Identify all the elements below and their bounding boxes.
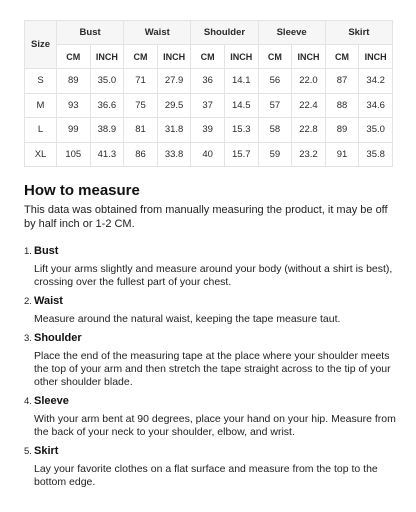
- step-description: With your arm bent at 90 degrees, place your hand on your hip. Measure from the back of your neck to your shoulder, elbow, and wrist.: [34, 413, 396, 438]
- measurement-cell: 22.0: [292, 69, 326, 94]
- measurement-cell: 57: [258, 93, 292, 118]
- step-number: 1.: [24, 246, 32, 257]
- measurement-cell: 59: [258, 142, 292, 167]
- step-name: Sleeve: [34, 395, 69, 407]
- step-number: 3.: [24, 333, 32, 344]
- measurement-cell: 34.6: [359, 93, 393, 118]
- step-number: 2.: [24, 296, 32, 307]
- size-chart-table: [24, 20, 393, 167]
- step-heading: [24, 295, 396, 308]
- measurement-cell: 58: [258, 118, 292, 143]
- measurement-cell: 41.3: [90, 142, 124, 167]
- measure-disclaimer: This data was obtained from manually measuring the product, it may be off by half inch or 1-2 CM.: [24, 204, 388, 230]
- table-row: [25, 142, 393, 167]
- measurement-cell: 14.5: [224, 93, 258, 118]
- measurement-cell: 89: [325, 118, 359, 143]
- step-description: Measure around the natural waist, keeping the tape measure taut.: [34, 313, 341, 325]
- measure-step: [24, 445, 396, 489]
- measurement-cell: 87: [325, 69, 359, 94]
- unit-header: INCH: [157, 45, 191, 69]
- measurement-cell: 99: [57, 118, 91, 143]
- size-column-header: Size: [25, 21, 57, 69]
- step-name: Waist: [34, 295, 63, 307]
- measurement-cell: 33.8: [157, 142, 191, 167]
- measurement-cell: 23.2: [292, 142, 326, 167]
- measurement-cell: 35.8: [359, 142, 393, 167]
- measurement-cell: 93: [57, 93, 91, 118]
- measurement-cell: 56: [258, 69, 292, 94]
- step-description: Lift your arms slightly and measure around your body (without a shirt is best), crossing over the fullest part of your chest.: [34, 263, 393, 288]
- group-header-waist: Waist: [124, 21, 191, 45]
- size-guide: [0, 20, 416, 489]
- measure-step: [24, 295, 396, 326]
- group-header-bust: Bust: [57, 21, 124, 45]
- how-to-measure-title: How to measure: [24, 182, 140, 199]
- unit-header: INCH: [292, 45, 326, 69]
- measurement-cell: 14.1: [224, 69, 258, 94]
- measure-steps-list: [24, 245, 396, 489]
- table-row: [25, 93, 393, 118]
- group-header-skirt: Skirt: [325, 21, 392, 45]
- step-heading: [24, 245, 396, 258]
- step-description: Lay your favorite clothes on a flat surface and measure from the top to the bottom edge.: [34, 463, 378, 488]
- group-header-shoulder: Shoulder: [191, 21, 258, 45]
- step-number: 4.: [24, 396, 32, 407]
- measurement-cell: 15.3: [224, 118, 258, 143]
- unit-header: CM: [57, 45, 91, 69]
- measurement-cell: 38.9: [90, 118, 124, 143]
- measure-step: [24, 245, 396, 289]
- size-cell: S: [25, 69, 57, 94]
- unit-header: INCH: [90, 45, 124, 69]
- measurement-cell: 36: [191, 69, 225, 94]
- measurement-cell: 27.9: [157, 69, 191, 94]
- step-number: 5.: [24, 446, 32, 457]
- measurement-cell: 39: [191, 118, 225, 143]
- measurement-cell: 71: [124, 69, 158, 94]
- table-row: [25, 118, 393, 143]
- unit-header: INCH: [224, 45, 258, 69]
- unit-header: INCH: [359, 45, 393, 69]
- measurement-cell: 81: [124, 118, 158, 143]
- measurement-cell: 31.8: [157, 118, 191, 143]
- unit-header: CM: [258, 45, 292, 69]
- step-name: Skirt: [34, 445, 59, 457]
- measurement-cell: 36.6: [90, 93, 124, 118]
- measurement-cell: 15.7: [224, 142, 258, 167]
- step-name: Shoulder: [34, 332, 82, 344]
- group-header-sleeve: Sleeve: [258, 21, 325, 45]
- measurement-cell: 86: [124, 142, 158, 167]
- measurement-cell: 22.4: [292, 93, 326, 118]
- step-heading: [24, 445, 396, 458]
- measurement-cell: 29.5: [157, 93, 191, 118]
- table-header-groups: [25, 21, 393, 45]
- measurement-cell: 22.8: [292, 118, 326, 143]
- measurement-cell: 89: [57, 69, 91, 94]
- measure-step: [24, 395, 396, 439]
- measurement-cell: 34.2: [359, 69, 393, 94]
- measurement-cell: 35.0: [90, 69, 124, 94]
- measure-step: [24, 332, 396, 389]
- size-cell: L: [25, 118, 57, 143]
- step-description: Place the end of the measuring tape at the place where your shoulder meets the top of your arm and then stretch the tape straight across to the tip of your other shoulder blade.: [34, 350, 391, 388]
- unit-header: CM: [325, 45, 359, 69]
- measurement-cell: 105: [57, 142, 91, 167]
- measurement-cell: 35.0: [359, 118, 393, 143]
- unit-header: CM: [191, 45, 225, 69]
- step-name: Bust: [34, 245, 59, 257]
- measurement-cell: 91: [325, 142, 359, 167]
- size-cell: M: [25, 93, 57, 118]
- step-heading: [24, 332, 396, 345]
- measurement-cell: 40: [191, 142, 225, 167]
- step-heading: [24, 395, 396, 408]
- measurement-cell: 37: [191, 93, 225, 118]
- size-cell: XL: [25, 142, 57, 167]
- table-header-units: [25, 45, 393, 69]
- table-row: [25, 69, 393, 94]
- unit-header: CM: [124, 45, 158, 69]
- measurement-cell: 75: [124, 93, 158, 118]
- measurement-cell: 88: [325, 93, 359, 118]
